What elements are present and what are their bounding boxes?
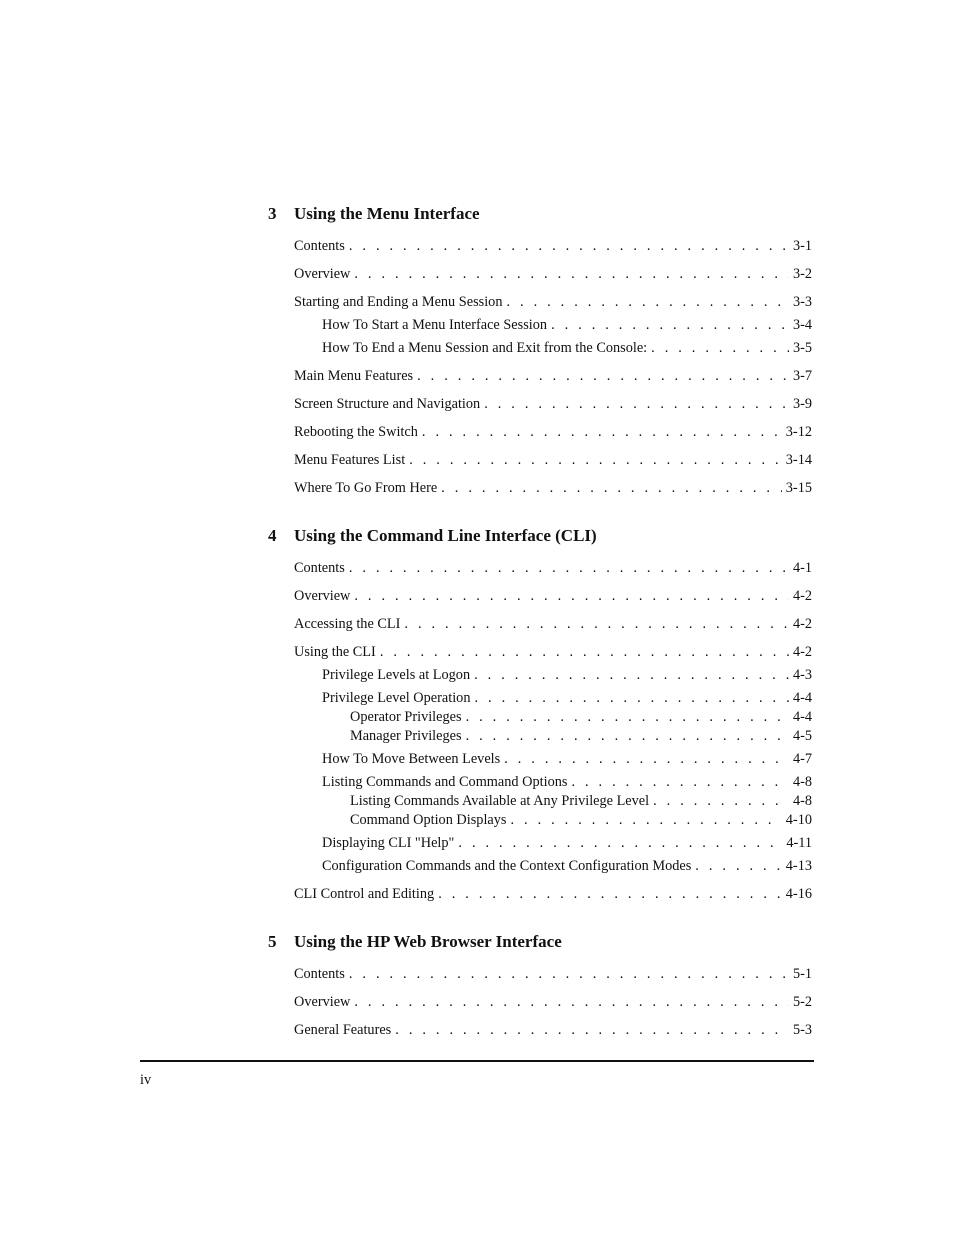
- toc-entry-title: Starting and Ending a Menu Session: [294, 294, 503, 310]
- toc-entry-page: 4-11: [786, 835, 812, 851]
- toc-entry[interactable]: [268, 559, 812, 578]
- toc-entry-page: 3-5: [792, 340, 812, 356]
- dot-leader: [466, 708, 789, 727]
- toc-entry-page: 3-4: [792, 317, 812, 333]
- toc-entry-page: 4-3: [792, 667, 812, 683]
- toc-entry[interactable]: [268, 587, 812, 606]
- page-number: iv: [140, 1072, 152, 1088]
- toc-entry-title: Configuration Commands and the Context Configuration Modes: [322, 858, 692, 874]
- chapter-number: 3: [268, 204, 277, 223]
- toc-entry-page: 5-3: [792, 1022, 812, 1038]
- toc-entry-title: Operator Privileges: [350, 709, 462, 725]
- toc-entry-title: CLI Control and Editing: [294, 886, 435, 902]
- toc-entry-title: How To Move Between Levels: [322, 751, 501, 767]
- toc-entry-page: 4-16: [785, 886, 812, 902]
- toc-entry-title: Listing Commands Available at Any Privilege Level: [350, 793, 650, 809]
- dot-leader: [354, 993, 789, 1012]
- chapter-heading: [268, 200, 812, 228]
- dot-leader: [349, 559, 789, 578]
- dot-leader: [510, 811, 781, 830]
- toc-entry-page: 3-15: [785, 480, 812, 496]
- toc-entry[interactable]: [268, 367, 812, 386]
- toc-entry-title: Using the CLI: [294, 644, 376, 660]
- toc-entry-title: Rebooting the Switch: [294, 424, 418, 440]
- dot-leader: [458, 834, 782, 853]
- dot-leader: [422, 423, 782, 442]
- toc-entry-page: 3-2: [792, 266, 812, 282]
- toc-entry-page: 4-10: [785, 812, 812, 828]
- toc-entry[interactable]: [268, 750, 812, 769]
- toc-entry-page: 4-4: [792, 690, 812, 706]
- dot-leader: [354, 265, 789, 284]
- toc-entry-title: Manager Privileges: [350, 728, 462, 744]
- toc-entry[interactable]: [268, 615, 812, 634]
- dot-leader: [395, 1021, 789, 1040]
- dot-leader: [349, 237, 789, 256]
- dot-leader: [571, 773, 789, 792]
- dot-leader: [409, 451, 782, 470]
- dot-leader: [349, 965, 789, 984]
- toc-entry-page: 4-1: [792, 560, 812, 576]
- dot-leader: [474, 689, 788, 708]
- toc-entry[interactable]: [268, 792, 812, 811]
- toc-entry-page: 3-3: [792, 294, 812, 310]
- toc-entry-page: 5-2: [792, 994, 812, 1010]
- chapter-title: Using the Menu Interface: [294, 204, 480, 223]
- dot-leader: [438, 885, 782, 904]
- toc-entry[interactable]: [268, 689, 812, 708]
- toc-entry-title: Privilege Levels at Logon: [322, 667, 471, 683]
- chapter-heading: [268, 522, 812, 550]
- toc-entry-title: General Features: [294, 1022, 392, 1038]
- toc-entry-title: Displaying CLI "Help": [322, 835, 455, 851]
- toc-entry[interactable]: [268, 451, 812, 470]
- toc-entry-page: 4-5: [792, 728, 812, 744]
- toc-entry[interactable]: [268, 479, 812, 498]
- toc-entry-page: 4-8: [792, 793, 812, 809]
- dot-leader: [474, 666, 789, 685]
- toc-entry-page: 5-1: [792, 966, 812, 982]
- dot-leader: [404, 615, 789, 634]
- toc-entry[interactable]: [268, 316, 812, 335]
- toc-entry[interactable]: [268, 993, 812, 1012]
- chapter-number: 5: [268, 932, 277, 951]
- toc-entry[interactable]: [268, 395, 812, 414]
- chapter-section: [268, 522, 812, 904]
- dot-leader: [504, 750, 789, 769]
- dot-leader: [653, 792, 789, 811]
- footer-rule: [140, 1060, 814, 1062]
- toc-entry-page: 4-8: [792, 774, 812, 790]
- toc-entry-title: Overview: [294, 994, 351, 1010]
- dot-leader: [466, 727, 789, 746]
- toc-entry[interactable]: [268, 773, 812, 792]
- toc-entry-page: 3-1: [792, 238, 812, 254]
- toc-entry-page: 4-2: [792, 644, 812, 660]
- toc-entry-title: Contents: [294, 238, 345, 254]
- toc-entry[interactable]: [268, 293, 812, 312]
- toc-entry[interactable]: [268, 885, 812, 904]
- chapter-heading: [268, 928, 812, 956]
- toc-entry-title: Contents: [294, 560, 345, 576]
- dot-leader: [417, 367, 789, 386]
- dot-leader: [695, 857, 781, 876]
- toc-entry[interactable]: [268, 339, 812, 358]
- toc-entry-title: Command Option Displays: [350, 812, 507, 828]
- toc-entry-page: 4-7: [792, 751, 812, 767]
- toc-entry-page: 4-4: [792, 709, 812, 725]
- toc-entry[interactable]: [268, 423, 812, 442]
- toc-entry-title: How To End a Menu Session and Exit from the Console:: [322, 340, 648, 356]
- dot-leader: [484, 395, 789, 414]
- toc-entry-page: 3-7: [792, 368, 812, 384]
- toc-entry-title: Listing Commands and Command Options: [322, 774, 568, 790]
- toc-entry-title: Screen Structure and Navigation: [294, 396, 481, 412]
- toc-entry[interactable]: [268, 237, 812, 256]
- chapter-title: Using the HP Web Browser Interface: [294, 932, 562, 951]
- dot-leader: [380, 643, 789, 662]
- dot-leader: [551, 316, 789, 335]
- toc-entry[interactable]: [268, 708, 812, 727]
- toc-entry-page: 3-12: [785, 424, 812, 440]
- toc-entry-title: How To Start a Menu Interface Session: [322, 317, 548, 333]
- toc-entry-page: 4-2: [792, 588, 812, 604]
- toc-entry-title: Privilege Level Operation: [322, 690, 471, 706]
- toc-entry[interactable]: [268, 857, 812, 876]
- dot-leader: [651, 339, 789, 358]
- toc-entry-page: 3-14: [785, 452, 812, 468]
- chapter-section: [268, 928, 812, 1040]
- toc-entry-title: Where To Go From Here: [294, 480, 438, 496]
- toc-entry-title: Contents: [294, 966, 345, 982]
- toc-entry[interactable]: [268, 965, 812, 984]
- dot-leader: [354, 587, 789, 606]
- chapter-number: 4: [268, 526, 277, 545]
- toc-entry-title: Main Menu Features: [294, 368, 414, 384]
- toc-entry-page: 4-2: [792, 616, 812, 632]
- toc-entry-title: Accessing the CLI: [294, 616, 401, 632]
- dot-leader: [441, 479, 782, 498]
- chapter-title: Using the Command Line Interface (CLI): [294, 526, 597, 545]
- toc-entry[interactable]: [268, 811, 812, 830]
- toc-entry-title: Overview: [294, 588, 351, 604]
- toc-entry[interactable]: [268, 265, 812, 284]
- toc-entry-title: Menu Features List: [294, 452, 406, 468]
- toc-entry[interactable]: [268, 666, 812, 685]
- toc-entry[interactable]: [268, 643, 812, 662]
- toc-entry[interactable]: [268, 727, 812, 746]
- toc-entry[interactable]: [268, 834, 812, 853]
- chapter-section: [268, 200, 812, 498]
- table-of-contents: [268, 200, 812, 1064]
- toc-entry-title: Overview: [294, 266, 351, 282]
- toc-entry[interactable]: [268, 1021, 812, 1040]
- dot-leader: [506, 293, 788, 312]
- toc-entry-page: 3-9: [792, 396, 812, 412]
- toc-entry-page: 4-13: [785, 858, 812, 874]
